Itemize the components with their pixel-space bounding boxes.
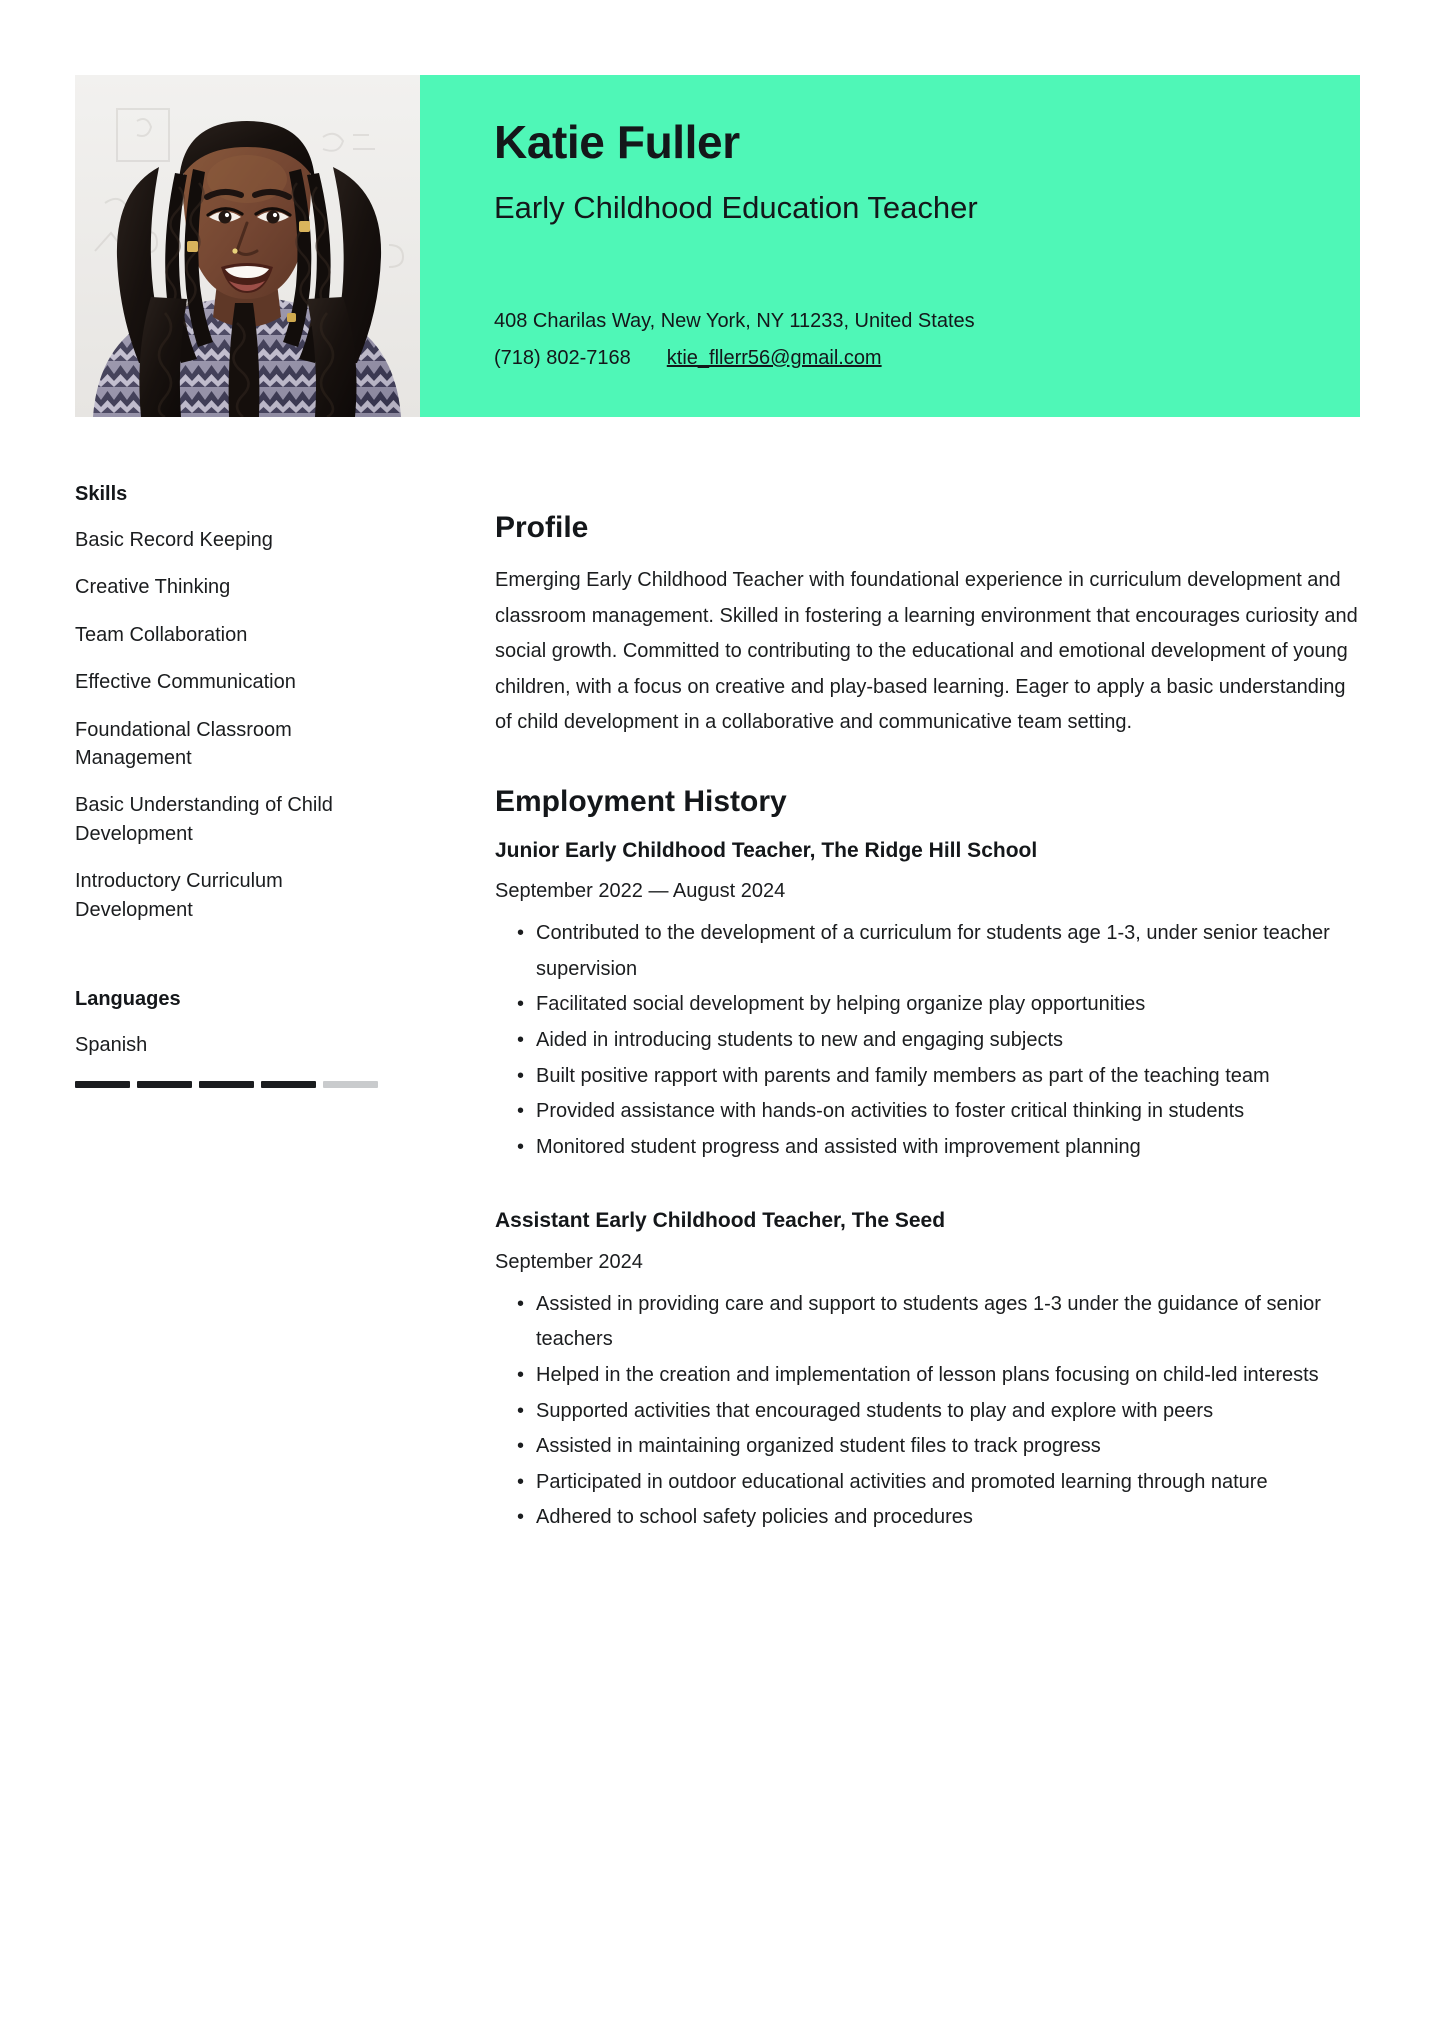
list-item: • Assisted in providing care and support to students ages 1-3 under the guidance of senior teachers	[495, 1287, 1360, 1358]
profile-photo	[75, 75, 420, 417]
employment-entry	[495, 837, 1360, 1165]
list-item: • Facilitated social development by helping organize play opportunities	[495, 987, 1360, 1023]
job-spacer	[495, 1165, 1360, 1207]
contact-email[interactable]: ktie_fllerr56@gmail.com	[666, 347, 882, 369]
rating-segment	[199, 1081, 254, 1088]
job-title: Junior Early Childhood Teacher, The Ridge Hill School	[495, 838, 1038, 862]
section-spacer	[495, 741, 1360, 784]
skills-heading: Skills	[75, 483, 128, 505]
resume-header	[75, 75, 1360, 417]
job-bullet-list	[495, 916, 1360, 1165]
list-item: • Assisted in maintaining organized student files to track progress	[495, 1429, 1360, 1465]
contact-phone: (718) 802-7168	[494, 347, 631, 369]
contact-address: 408 Charilas Way, New York, NY 11233, United States	[494, 310, 975, 332]
list-item: Introductory Curriculum Development	[75, 870, 283, 921]
list-item: • Built positive rapport with parents and family members as part of the teaching team	[495, 1059, 1360, 1095]
language-name: Spanish	[75, 1033, 148, 1056]
job-dates: September 2022 — August 2024	[495, 880, 786, 903]
list-item: Effective Communication	[75, 671, 296, 694]
language-rating-bar	[75, 1081, 378, 1088]
header-job-title: Early Childhood Education Teacher	[494, 190, 978, 225]
rating-segment	[261, 1081, 316, 1088]
rating-segment	[75, 1081, 130, 1088]
main-content	[495, 510, 1360, 1536]
skills-list	[75, 526, 395, 924]
profile-photo-image	[75, 75, 420, 417]
list-item: Foundational Classroom Management	[75, 718, 292, 769]
profile-heading: Profile	[495, 511, 589, 544]
list-item: Basic Record Keeping	[75, 529, 273, 551]
list-item: • Supported activities that encouraged students to play and explore with peers	[495, 1394, 1360, 1430]
sidebar	[75, 482, 395, 1088]
list-item: • Adhered to school safety policies and procedures	[495, 1500, 1360, 1536]
list-item: Team Collaboration	[75, 623, 248, 646]
contact-row	[494, 347, 882, 370]
profile-text: Emerging Early Childhood Teacher with foundational experience in curriculum development and classroom management. Skilled in fostering a learning environment that encourages curiosity and social growth. Committed to contributing to the educational and emotional development of young children, with a focus on creative and play-based learning. Eager to apply a basic understanding of child development in a collaborative and communicative team setting.	[495, 569, 1358, 734]
rating-segment	[323, 1081, 378, 1088]
job-dates: September 2024	[495, 1250, 643, 1273]
rating-segment	[137, 1081, 192, 1088]
sidebar-divider-space	[75, 943, 395, 987]
employment-entry	[495, 1207, 1360, 1535]
page-title: Katie Fuller	[494, 116, 740, 168]
list-item: • Helped in the creation and implementation of lesson plans focusing on child-led interests	[495, 1358, 1360, 1394]
list-item: • Monitored student progress and assisted with improvement planning	[495, 1130, 1360, 1166]
list-item: Creative Thinking	[75, 576, 231, 599]
list-item: • Participated in outdoor educational activities and promoted learning through nature	[495, 1465, 1360, 1501]
list-item: • Aided in introducing students to new and engaging subjects	[495, 1023, 1360, 1059]
list-item: • Provided assistance with hands-on activities to foster critical thinking in students	[495, 1094, 1360, 1130]
header-accent-panel	[420, 75, 1360, 417]
job-bullet-list	[495, 1287, 1360, 1536]
languages-heading: Languages	[75, 987, 181, 1010]
job-title: Assistant Early Childhood Teacher, The Seed	[495, 1209, 946, 1233]
employment-heading: Employment History	[495, 784, 787, 818]
list-item: • Contributed to the development of a curriculum for students age 1-3, under senior teacher supervision	[495, 916, 1360, 987]
list-item: Basic Understanding of Child Development	[75, 794, 333, 845]
